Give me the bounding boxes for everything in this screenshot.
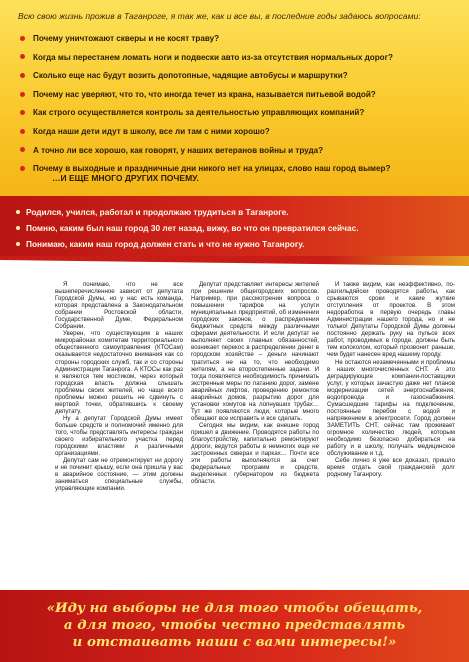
- slogan-item: [16, 220, 461, 236]
- question-item: [18, 30, 458, 49]
- article-column-2: [191, 281, 319, 589]
- paragraph: Уверен, что существующим в наших микрорайонах комитетам территориального общественного самоуправления (КТОСам) оказывается недостаточно внимания как со стороны городских служб, так и со стороны Администрации Таганрога. А КТОСы как раз и являются тем мостиком, через который городская власть должна слышать проблемы своих жителей, но чаще всего проблемы можно решить не сдвинуть с мертвой точки, обратившись к своему депутату.: [55, 330, 183, 415]
- red-bullet-icon: [20, 92, 25, 97]
- bullet-icon: [16, 242, 20, 246]
- paragraph: Ну а депутат Городской Думы имеет больше средств и полномочий именно для того, чтобы представлять интересы граждан своего избирательного участка перед городскими властями и различными организациями.: [55, 414, 183, 458]
- slogan-text: Понимаю, каким наш город должен стать и что не нужно Таганрогу.: [26, 239, 305, 249]
- red-bullet-icon: [20, 110, 25, 115]
- article-column-3: [327, 281, 455, 589]
- paragraph: Депутат представляет интересы жителей при решении общегородских вопросов. Например, при рассмотрении вопроса о повышении тарифов на услуги муниципальных предприятий, об изменении городских законов, о распределении бюджетных средств между различными сферами деятельности. И если депутат не выполняет своих главных обязанностей, возникает перекос в распределении денег в городском хозяйстве – деньги начинают тратиться не на то, что необходимо жителям, а на второстепенные задачи. И тогда появляется необходимость принимать экстренные меры по латанию дорог, замене аварийных лифтов, проведению ремонтов аварийных домов, разрытию дорог для установки хомутов на лопнувших трубах… Тут же появляются люди, которые много обещают все исправить и все сделать.: [191, 281, 319, 422]
- article-body: [55, 281, 455, 589]
- paragraph: Депутат сам не отремонтирует ни дорогу и не починит крышу, если она пришла у вас в аварийное состояние, — этим должны заниматься специальные службы, управляющие компании.: [55, 457, 183, 493]
- question-item: [18, 49, 458, 68]
- quote-line: «Иду на выборы не для того чтобы обещать,: [46, 600, 423, 616]
- question-text: Почему в выходные и праздничные дни никого нет на улицах, слово наш город вымер?: [33, 164, 391, 174]
- bullet-icon: [16, 226, 20, 230]
- slogan-item: [16, 204, 461, 220]
- slogans-list: [16, 204, 461, 252]
- question-text: А точно ли все хорошо, как говорят, у наших ветеранов войны и труда?: [33, 145, 324, 155]
- bullet-icon: [16, 210, 20, 214]
- question-text: Сколько еще нас будут возить допотопные, чадящие автобусы и маршрутки?: [33, 71, 348, 81]
- paragraph: Не остаются незамеченными и проблемы в наших многочисленных СНТ. А это деградирующие компании-поставщики услуг, у которых зачастую даже нет планов модернизации сетей энергоснабжения, водопровода и газоснабжения. Сумасшедшие тарифы на подключение, постоянные перебои с водой и напряжением в электросети. Город должен ЗАМЕТИТЬ СНТ, сейчас там проживает огромное количество людей, которым необходимо безопасно добираться на работу и в школу, получать медицинское обслуживание и т.д.: [327, 358, 455, 458]
- red-bullet-icon: [20, 166, 25, 171]
- question-text: Почему уничтожают скверы и не косят траву?: [33, 34, 220, 43]
- quote-line: а для того, чтобы честно представлять: [63, 617, 406, 633]
- red-bullet-icon: [20, 54, 25, 59]
- question-text: Как строго осуществляется контроль за деятельностью управляющих компаний?: [33, 108, 365, 118]
- slogan-text: Родился, учился, работал и продолжаю трудиться в Таганроге.: [26, 207, 289, 217]
- question-text: Когда мы перестанем ломать ноги и подвески авто из-за отсутствия нормальных дорог?: [33, 52, 393, 62]
- slogan-item: [16, 236, 461, 252]
- article-column-1: [55, 281, 183, 589]
- question-item: [18, 142, 458, 161]
- question-item: [18, 86, 458, 105]
- intro-text: Всю свою жизнь прожив в Таганроге, я так же, как и все вы, в последние годы задаюсь вопросами:: [18, 11, 421, 21]
- question-item: [18, 104, 458, 123]
- question-text: Когда наши дети идут в школу, все ли там с ними хорошо?: [33, 126, 270, 136]
- red-bullet-icon: [20, 36, 25, 41]
- questions-list: [18, 30, 458, 179]
- red-bullet-icon: [20, 147, 25, 152]
- more-questions-caption: …И ЕЩЕ МНОГО ДРУГИХ ПОЧЕМУ.: [52, 173, 199, 183]
- campaign-quote: [0, 600, 469, 651]
- paragraph: И также видим, как неэффективно, по-разгильдяйски проводятся работы, как срываются сроки и какие жуткие отступления от проектов. В этом недоработка в первую очередь главы Администрации нашего города, но и не только! Депутаты Городской Думы должны постоянно держать руку на пульсе всех работ, проводимых в городе, должны быть тем колоколом, который прозвонит раньше, чем будет нанесен вред нашему городу.: [327, 281, 455, 359]
- red-bullet-icon: [20, 73, 25, 78]
- band-decor: [0, 256, 469, 266]
- paragraph: Я понимаю, что не все вышеперечисленное зависит от депутата Городской Думы, но у нас есть команда, которая представлена в Законодательном собрании Ростовской области, Государственной Думе, Федеральном Собрании.: [55, 281, 183, 331]
- question-text: Почему нас уверяют, что то, что иногда течет из крана, называется питьевой водой?: [33, 89, 376, 99]
- quote-line: и отстаивать наши с вами интересы!»: [72, 634, 397, 650]
- red-bullet-icon: [20, 129, 25, 134]
- question-item: [18, 67, 458, 86]
- slogan-text: Помню, каким был наш город 30 лет назад, вижу, во что он превратился сейчас.: [26, 223, 359, 233]
- paragraph: Сегодня мы видим, как внешне город пришел в движение. Проводятся работы по благоустройству, капитально ремонтируют дороги, ведутся работы в немногих еще не застроенных скверах и парках… Почти все эти работы выполняются за счет федеральных программ и средств, выделенных губернатором из бюджета области.: [191, 421, 319, 486]
- paragraph: Себе лично я уже все доказал, пришло время отдать свой гражданский долг родному Таганрогу.: [327, 457, 455, 479]
- question-item: [18, 123, 458, 142]
